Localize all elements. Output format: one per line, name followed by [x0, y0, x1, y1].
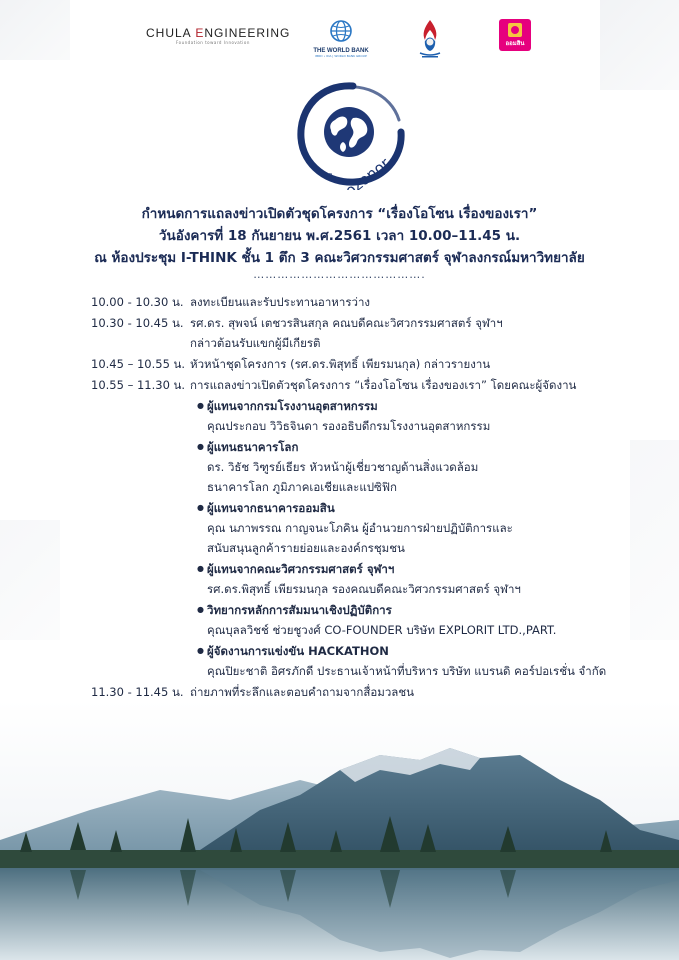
brand-name: ozonor — [341, 154, 394, 190]
ministry-emblem-icon — [416, 18, 444, 64]
agenda-desc: การแถลงข่าวเปิดตัวชุดโครงการ “เรื่องโอโซน เรื่องของเรา” โดยคณะผู้จัดงาน — [190, 378, 577, 392]
speaker-detail: ดร. วิธัช วิฑูรย์เธียร หัวหน้าผู้เชี่ยวชาญด้านสิ่งแวดล้อม — [207, 460, 479, 474]
event-venue: ณ ห้องประชุม I-THINK ชั้น 1 ตึก 3 คณะวิศวกรรมศาสตร์ จุฬาลงกรณ์มหาวิทยาลัย — [94, 250, 585, 266]
event-title: กำหนดการแถลงข่าวเปิดตัวชุดโครงการ “เรื่องโอโซน เรื่องของเรา” — [141, 206, 538, 222]
world-bank-name: THE WORLD BANK — [313, 48, 369, 54]
brand-the: the — [321, 171, 333, 179]
speaker-heading: ผู้แทนจากกรมโรงงานอุตสาหกรรม — [207, 399, 378, 413]
speaker-detail: คุณปิยะชาติ อิศรภักดี ประธานเจ้าหน้าที่บริหาร บริษัท แบรนดิ คอร์ปอเรชั่น จำกัด — [207, 664, 607, 678]
speaker-detail: คุณบุลลวิชช์ ช่วยชูวงศ์ CO-FOUNDER บริษัท EXPLORIT LTD.,PART. — [207, 623, 557, 637]
speaker-heading: ผู้แทนจากธนาคารออมสิน — [207, 501, 335, 515]
bullet-icon: ● — [197, 646, 204, 655]
speaker-detail: รศ.ดร.พิสุทธิ์ เพียรมนกุล รองคณบดีคณะวิศวกรรมศาสตร์ จุฬาฯ — [207, 582, 521, 596]
chula-engineering-logo — [146, 26, 290, 45]
agenda-time: 10.55 – 11.30 น. — [91, 378, 186, 392]
agenda-time: 11.30 - 11.45 น. — [91, 685, 184, 699]
corner-tile — [630, 440, 679, 640]
bullet-icon: ● — [197, 442, 204, 451]
bullet-icon: ● — [197, 503, 204, 512]
divider-top: ……………………………………. — [253, 268, 426, 281]
chula-name-b: NGINEERING — [204, 26, 291, 40]
speaker-detail: คุณประกอบ วิวิธจินดา รองอธิบดีกรมโรงงานอุตสาหกรรม — [207, 419, 491, 433]
speaker-heading: ผู้แทนจากคณะวิศวกรรมศาสตร์ จุฬาฯ — [207, 562, 395, 576]
logo-bar — [0, 14, 679, 64]
agenda-time: 10.45 – 10.55 น. — [91, 357, 186, 371]
agenda-desc: รศ.ดร. สุพจน์ เตชวรสินสกุล คณบดีคณะวิศวกรรมศาสตร์ จุฬาฯ — [190, 316, 503, 330]
agenda-desc: หัวหน้าชุดโครงการ (รศ.ดร.พิสุทธิ์ เพียรมนกุล) กล่าวรายงาน — [190, 357, 491, 371]
bullet-icon: ● — [197, 564, 204, 573]
event-date: วันอังคารที่ 18 กันยายน พ.ศ.2561 เวลา 10.00–11.45 น. — [158, 228, 521, 244]
gsb-logo — [499, 19, 531, 51]
world-bank-sub: IBRD • IDA | WORLD BANK GROUP — [315, 54, 367, 58]
world-bank-logo — [306, 20, 376, 58]
chula-name-a: CHULA — [146, 26, 196, 40]
ozonor-logo — [291, 80, 411, 194]
speaker-heading: วิทยากรหลักการสัมมนาเชิงปฏิบัติการ — [207, 603, 392, 617]
mountain-lake-scene — [0, 700, 679, 960]
corner-tile — [0, 520, 60, 640]
speaker-heading: ผู้จัดงานการแข่งขัน HACKATHON — [207, 644, 389, 658]
bullet-icon: ● — [197, 605, 204, 614]
agenda-desc: ถ่ายภาพที่ระลึกและตอบคำถามจากสื่อมวลชน — [190, 685, 415, 699]
globe-icon — [330, 20, 352, 42]
agenda-desc: ลงทะเบียนและรับประทานอาหารว่าง — [190, 295, 371, 309]
agenda-time: 10.00 - 10.30 น. — [91, 295, 184, 309]
gsb-name: ออมสิน — [505, 40, 525, 47]
agenda-time: 10.30 - 10.45 น. — [91, 316, 184, 330]
chula-tagline: Foundation toward Innovation — [176, 40, 250, 45]
speaker-detail: ธนาคารโลก ภูมิภาคเอเชียและแปซิฟิก — [207, 480, 397, 494]
speaker-detail: คุณ นภาพรรณ กาญจนะโภคิน ผู้อำนวยการฝ่ายปฏิบัติการและ — [207, 521, 513, 535]
chula-name-e: E — [195, 26, 205, 40]
agenda-desc: กล่าวต้อนรับแขกผู้มีเกียรติ — [190, 336, 321, 350]
speaker-heading: ผู้แทนธนาคารโลก — [207, 440, 299, 454]
bullet-icon: ● — [197, 401, 204, 410]
speaker-detail: สนับสนุนลูกค้ารายย่อยและองค์กรชุมชน — [207, 541, 405, 555]
